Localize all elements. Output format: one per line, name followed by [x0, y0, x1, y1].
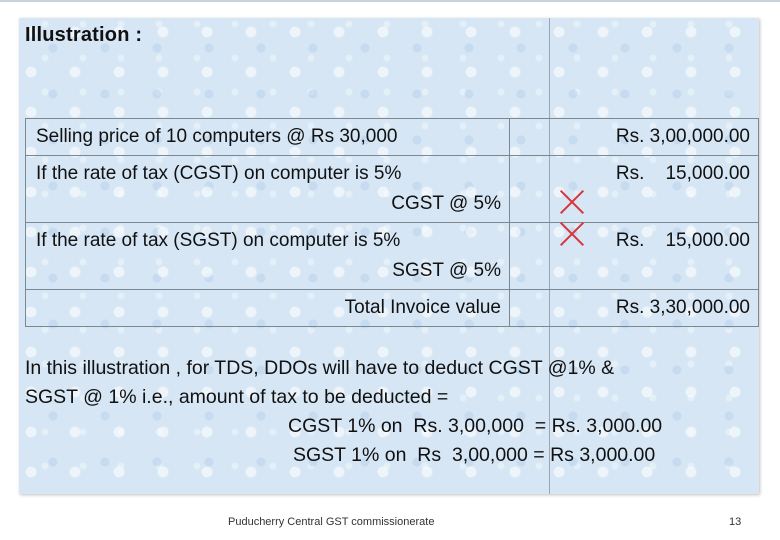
- row-label-text: Selling price of 10 computers @ Rs 30,000: [36, 126, 398, 147]
- page-number: 13: [729, 516, 742, 528]
- table-row: [26, 156, 759, 223]
- row-label-text: If the rate of tax (CGST) on computer is 5%: [36, 163, 402, 184]
- cross-mark-icon: [559, 189, 585, 215]
- row-label: [26, 290, 510, 327]
- row-label-text: Total Invoice value: [344, 297, 501, 318]
- table-row: [26, 223, 759, 290]
- tds-explanation: [25, 354, 750, 470]
- row-amount: Rs. 15,000.00: [510, 156, 759, 223]
- table-row: [26, 290, 759, 327]
- sgst-calculation: SGST 1% on Rs 3,00,000 = Rs 3,000.00: [293, 444, 656, 466]
- row-sublabel: CGST @ 5%: [391, 193, 501, 214]
- row-label-text: If the rate of tax (SGST) on computer is 5%: [36, 230, 401, 251]
- tax-table: [25, 118, 759, 327]
- row-sublabel: SGST @ 5%: [392, 260, 501, 281]
- row-label: [26, 119, 510, 156]
- explanation-line: In this illustration , for TDS, DDOs will have to deduct CGST @1% &: [25, 357, 615, 379]
- slide-title: Illustration :: [25, 24, 143, 46]
- row-label: [26, 156, 510, 223]
- cross-mark-icon: [559, 221, 585, 247]
- row-amount: Rs. 3,00,000.00: [510, 119, 759, 156]
- table-row: [26, 119, 759, 156]
- row-amount: Rs. 3,30,000.00: [510, 290, 759, 327]
- footer-text: Puducherry Central GST commissionerate: [228, 516, 435, 528]
- row-label: [26, 223, 510, 290]
- cgst-calculation: CGST 1% on Rs. 3,00,000 = Rs. 3,000.00: [288, 415, 663, 437]
- row-amount: Rs. 15,000.00: [510, 223, 759, 290]
- slide: [19, 18, 759, 494]
- top-border: [0, 0, 780, 2]
- explanation-line: SGST @ 1% i.e., amount of tax to be deducted =: [25, 386, 449, 408]
